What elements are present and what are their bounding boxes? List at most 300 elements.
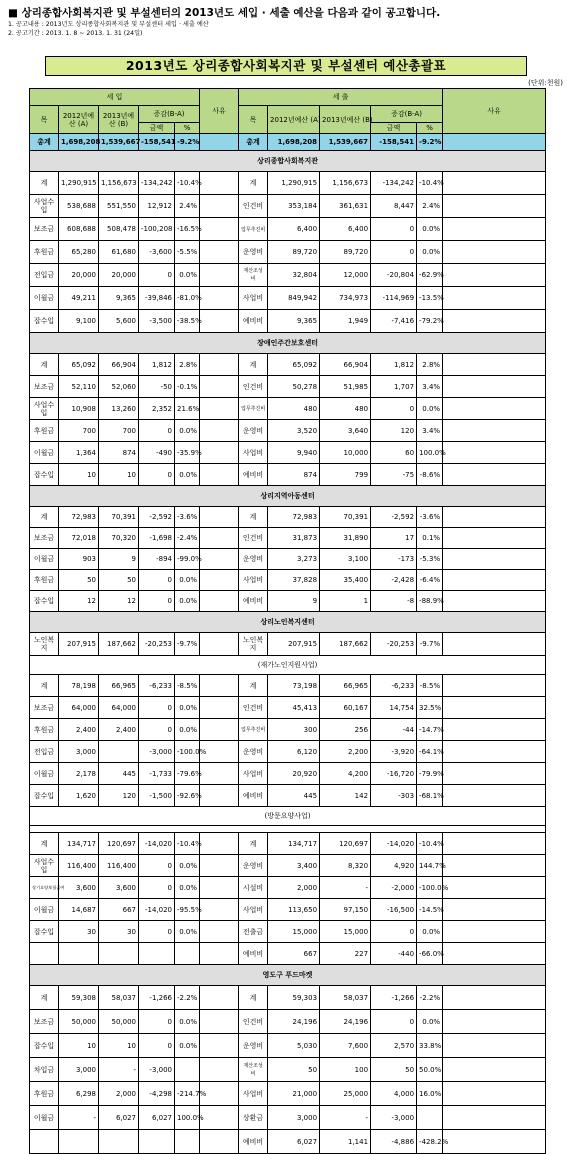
value-cell: -2,000 [371,877,417,899]
value-cell: 100.0% [417,442,443,464]
value-cell: 480 [268,398,320,420]
section-header-title: 장애인주간보호센터 [30,333,546,354]
reason-cell [200,899,239,921]
value-cell: 66,904 [320,354,371,376]
value-cell: -92.6% [175,785,200,807]
value-cell: 14,687 [59,899,99,921]
table-row [30,464,546,486]
reason-cell [443,218,546,241]
value-cell: 9 [268,591,320,612]
value-cell: -100.0% [417,877,443,899]
value-cell: -3,500 [139,310,175,333]
value-cell: 5,600 [99,310,139,333]
value-cell: -1,266 [371,986,417,1010]
value-cell: 89,720 [320,241,371,264]
value-cell: 667 [268,943,320,965]
value-cell: -4,298 [139,1082,175,1106]
item-cell: 후원금 [30,570,59,591]
item-cell: 예비비 [239,1130,268,1154]
item-cell: 예비비 [239,943,268,965]
item-cell: 보조금 [30,376,59,398]
value-cell: -173 [371,549,417,570]
value-cell: 2.4% [175,195,200,218]
value-cell: 2,000 [268,877,320,899]
notice-title: ■ 상리종합사회복지관 및 부설센터의 2013년도 세입 · 세출 예산을 다음과 같이 공고합니다. [8,7,441,19]
value-cell: -2.4% [175,528,200,549]
reason-cell [200,442,239,464]
item-cell: 전입금 [30,741,59,763]
value-cell: -50 [139,376,175,398]
value-cell: -440 [371,943,417,965]
value-cell: -158,541 [371,134,417,151]
table-row [30,218,546,241]
value-cell: -134,242 [139,172,175,195]
value-cell [175,1058,200,1082]
notice-content-line: 1. 공고내용 : 2013년도 상리종합사회복지관 및 부설센터 세입 · 세출 예산 [8,21,209,28]
reason-cell [443,633,546,656]
expense-amount-header: 금액 [371,123,417,134]
item-cell: 장기요양보험급여 [30,877,59,899]
value-cell: -9.7% [417,633,443,656]
value-cell: 6,400 [268,218,320,241]
reason-cell [200,287,239,310]
table-row [30,1034,546,1058]
value-cell: 1,156,673 [99,172,139,195]
value-cell: 50 [99,570,139,591]
value-cell: 70,391 [320,507,371,528]
value-cell: -3,600 [139,241,175,264]
reason-cell [200,719,239,741]
value-cell: -66.0% [417,943,443,965]
value-cell: 0.0% [175,697,200,719]
value-cell: 480 [320,398,371,420]
value-cell [139,1130,175,1154]
value-cell: 0.1% [417,528,443,549]
table-row [30,921,546,943]
section-gap [30,826,546,833]
item-cell: 계 [30,675,59,697]
value-cell: -490 [139,442,175,464]
item-cell: 운영비 [239,1034,268,1058]
unit-label: (단위:천원) [528,79,563,87]
reason-cell [443,420,546,442]
table-row [30,763,546,785]
section-header [30,612,546,633]
value-cell [139,943,175,965]
value-cell: 1,156,673 [320,172,371,195]
item-cell: 재산조성비 [239,1058,268,1082]
value-cell: -20,253 [139,633,175,656]
value-cell: -158,541 [139,134,175,151]
item-cell: 이월금 [30,442,59,464]
value-cell: 6,400 [320,218,371,241]
value-cell: 2.8% [175,354,200,376]
value-cell: -75 [371,464,417,486]
value-cell: -894 [139,549,175,570]
value-cell: 134,717 [268,833,320,855]
reason-cell [443,464,546,486]
value-cell: -9.2% [175,134,200,151]
value-cell: 59,303 [268,986,320,1010]
value-cell: 1,949 [320,310,371,333]
item-cell: 운영비 [239,855,268,877]
value-cell: -20,253 [371,633,417,656]
value-cell: 9 [99,549,139,570]
item-cell: 계 [239,833,268,855]
value-cell: -88.9% [417,591,443,612]
item-cell: 잡수입 [30,464,59,486]
item-cell: 후원금 [30,420,59,442]
reason-cell [443,785,546,807]
value-cell: 144.7% [417,855,443,877]
item-cell: 전입금 [30,264,59,287]
table-row [30,877,546,899]
value-cell: 0.0% [175,719,200,741]
value-cell: 120 [99,785,139,807]
table-row [30,507,546,528]
value-cell: 3,520 [268,420,320,442]
value-cell: -7,416 [371,310,417,333]
value-cell [59,943,99,965]
value-cell: -100,208 [139,218,175,241]
value-cell: 0.0% [175,591,200,612]
reason-cell [200,833,239,855]
value-cell: 300 [268,719,320,741]
item-cell: 차입금 [30,1058,59,1082]
value-cell: 0 [139,697,175,719]
value-cell: -134,242 [371,172,417,195]
value-cell: 116,400 [59,855,99,877]
value-cell: 0 [139,719,175,741]
section-header-title: 영도구 푸드마켓 [30,965,546,986]
value-cell: 2,400 [99,719,139,741]
item-cell: 계 [239,172,268,195]
table-row [30,1106,546,1130]
table-row [30,986,546,1010]
value-cell: -13.5% [417,287,443,310]
reason-cell [443,507,546,528]
expense-change-header: 증감(B-A) [371,106,443,123]
value-cell: 0 [371,218,417,241]
reason-cell [443,855,546,877]
value-cell [99,741,139,763]
value-cell: -38.5% [175,310,200,333]
table-row [30,785,546,807]
expense-item-header: 목 [239,106,268,134]
value-cell [99,1130,139,1154]
value-cell: -5.5% [175,241,200,264]
value-cell: 50,000 [99,1010,139,1034]
value-cell: 32,804 [268,264,320,287]
table-row [30,591,546,612]
reason-cell [443,398,546,420]
reason-cell [443,986,546,1010]
value-cell: 6,027 [139,1106,175,1130]
value-cell: 1,539,667 [320,134,371,151]
value-cell: 32.5% [417,697,443,719]
reason-cell [200,675,239,697]
value-cell: 66,965 [320,675,371,697]
value-cell: -8 [371,591,417,612]
section-header [30,486,546,507]
value-cell: -1,266 [139,986,175,1010]
reason-cell [443,741,546,763]
value-cell: 3,400 [268,855,320,877]
item-cell: 시설비 [239,877,268,899]
reason-cell [200,195,239,218]
value-cell: 3,100 [320,549,371,570]
reason-cell [443,697,546,719]
value-cell: -3.6% [175,507,200,528]
value-cell: 2.8% [417,354,443,376]
reason-cell [443,310,546,333]
value-cell: 734,973 [320,287,371,310]
value-cell: -64.1% [417,741,443,763]
value-cell: 8,320 [320,855,371,877]
table-row [30,719,546,741]
value-cell: -14.5% [417,899,443,921]
reason-cell [200,855,239,877]
value-cell: 0 [371,241,417,264]
revenue-percent-header: % [175,123,200,134]
value-cell: -2.2% [175,986,200,1010]
value-cell: 0.0% [175,464,200,486]
item-cell: 예비비 [239,591,268,612]
item-cell: 사업비 [239,442,268,464]
value-cell: 17 [371,528,417,549]
item-cell: 후원금 [30,241,59,264]
item-cell: 사업수입 [30,398,59,420]
value-cell: -2,592 [139,507,175,528]
reason-cell [200,376,239,398]
value-cell: 66,904 [99,354,139,376]
value-cell: -6.4% [417,570,443,591]
value-cell: 2,178 [59,763,99,785]
value-cell: 187,662 [99,633,139,656]
item-cell: 계 [239,354,268,376]
value-cell: 5,030 [268,1034,320,1058]
header-row-1 [30,89,546,106]
reason-cell [200,354,239,376]
value-cell: 0.0% [417,241,443,264]
value-cell: -10.4% [417,172,443,195]
value-cell: 2,352 [139,398,175,420]
value-cell: 0 [371,398,417,420]
table-row [30,741,546,763]
reason-cell [200,633,239,656]
value-cell: 13,260 [99,398,139,420]
reason-cell [200,1034,239,1058]
grand-total-row [30,134,546,151]
reason-cell [200,264,239,287]
item-cell: 사업비 [239,1082,268,1106]
value-cell: 10 [99,1034,139,1058]
item-cell: 인건비 [239,528,268,549]
value-cell: 1,698,208 [268,134,320,151]
reason-cell [443,264,546,287]
item-cell: 총계 [30,134,59,151]
reason-cell [200,570,239,591]
value-cell: 10,908 [59,398,99,420]
item-cell: 사업비 [239,287,268,310]
reason-cell [200,528,239,549]
reason-cell [443,877,546,899]
value-cell: 9,365 [99,287,139,310]
value-cell: 65,092 [268,354,320,376]
value-cell: 4,200 [320,763,371,785]
value-cell: 50,000 [59,1010,99,1034]
value-cell: -99.0% [175,549,200,570]
value-cell: -1,698 [139,528,175,549]
reason-cell [443,241,546,264]
value-cell: -10.4% [175,172,200,195]
value-cell: 33.8% [417,1034,443,1058]
value-cell: -14,020 [139,899,175,921]
item-cell: 상환금 [239,1106,268,1130]
item-cell: 인건비 [239,697,268,719]
value-cell: 0.0% [175,921,200,943]
value-cell: 97,150 [320,899,371,921]
value-cell: 24,196 [320,1010,371,1034]
value-cell: 0 [139,264,175,287]
reason-cell [200,172,239,195]
value-cell: 700 [59,420,99,442]
value-cell [59,1130,99,1154]
value-cell: -10.4% [175,833,200,855]
reason-cell [443,1010,546,1034]
reason-cell [200,921,239,943]
value-cell: 51,985 [320,376,371,398]
value-cell: -3,000 [139,741,175,763]
value-cell: 60 [371,442,417,464]
value-cell: -14,020 [371,833,417,855]
value-cell: 78,198 [59,675,99,697]
value-cell [99,943,139,965]
item-cell: 이월금 [30,549,59,570]
table-row [30,442,546,464]
notice-period-line: 2. 공고기간 : 2013. 1. 8 ~ 2013. 1. 31 (24일) [8,30,143,37]
value-cell: 60,167 [320,697,371,719]
value-cell: -8.5% [175,675,200,697]
section-header-title: 상리노인복지센터 [30,612,546,633]
value-cell: -16,720 [371,763,417,785]
subsection-header-title: (방문요양사업) [30,807,546,826]
reason-cell [200,464,239,486]
table-row [30,549,546,570]
value-cell: -10.4% [417,833,443,855]
value-cell: 3,000 [59,1058,99,1082]
value-cell: 120,697 [99,833,139,855]
item-cell: 보조금 [30,697,59,719]
value-cell: 20,000 [59,264,99,287]
expense-2012-header: 2012년예산 (A) [268,106,320,134]
value-cell: 6,027 [99,1106,139,1130]
revenue-amount-header: 금액 [139,123,175,134]
item-cell [30,943,59,965]
value-cell: 445 [268,785,320,807]
value-cell: 445 [99,763,139,785]
value-cell: 1,141 [320,1130,371,1154]
value-cell: -1,733 [139,763,175,785]
item-cell: 잡수입 [30,785,59,807]
value-cell: 10 [59,464,99,486]
table-row [30,855,546,877]
reason-cell [200,697,239,719]
value-cell: 207,915 [59,633,99,656]
value-cell: -39,846 [139,287,175,310]
value-cell: -16,500 [371,899,417,921]
item-cell: 업무추진비 [239,398,268,420]
value-cell: 361,631 [320,195,371,218]
value-cell: 0.0% [175,420,200,442]
value-cell: 89,720 [268,241,320,264]
value-cell: 1,698,208 [59,134,99,151]
subsection-header [30,807,546,826]
item-cell: 잡수입 [30,921,59,943]
item-cell: 후원금 [30,719,59,741]
item-cell: 계 [30,986,59,1010]
table-row [30,420,546,442]
value-cell: 1,812 [371,354,417,376]
item-cell: 계 [239,675,268,697]
reason-cell [443,675,546,697]
budget-table [29,88,546,1154]
table-row [30,195,546,218]
value-cell: 15,000 [268,921,320,943]
table-row [30,697,546,719]
value-cell: -4,886 [371,1130,417,1154]
expense-reason-header: 사유 [443,89,546,134]
value-cell: 3.4% [417,376,443,398]
value-cell: 61,680 [99,241,139,264]
reason-cell [443,376,546,398]
value-cell: 31,890 [320,528,371,549]
value-cell: 1,812 [139,354,175,376]
value-cell: 21.6% [175,398,200,420]
value-cell: 1,539,667 [99,134,139,151]
reason-cell [443,833,546,855]
value-cell: 72,983 [59,507,99,528]
value-cell [175,1130,200,1154]
value-cell: -3,000 [371,1106,417,1130]
value-cell: 0 [139,464,175,486]
item-cell: 이월금 [30,287,59,310]
value-cell: 120 [371,420,417,442]
value-cell: 4,000 [371,1082,417,1106]
value-cell: 903 [59,549,99,570]
value-cell: 30 [99,921,139,943]
table-row [30,899,546,921]
table-row [30,264,546,287]
table-row [30,354,546,376]
value-cell: - [320,877,371,899]
value-cell: 52,110 [59,376,99,398]
value-cell: -100.0% [175,741,200,763]
value-cell: -0.1% [175,376,200,398]
value-cell: -8.6% [417,464,443,486]
reason-cell [443,549,546,570]
value-cell: -9.7% [175,633,200,656]
item-cell: 계 [30,172,59,195]
value-cell: -16.5% [175,218,200,241]
value-cell: 16.0% [417,1082,443,1106]
value-cell: -20,804 [371,264,417,287]
table-row [30,398,546,420]
reason-cell [443,442,546,464]
section-header-title: 상리종합사회복지관 [30,151,546,172]
value-cell: 207,915 [268,633,320,656]
value-cell: 508,478 [99,218,139,241]
